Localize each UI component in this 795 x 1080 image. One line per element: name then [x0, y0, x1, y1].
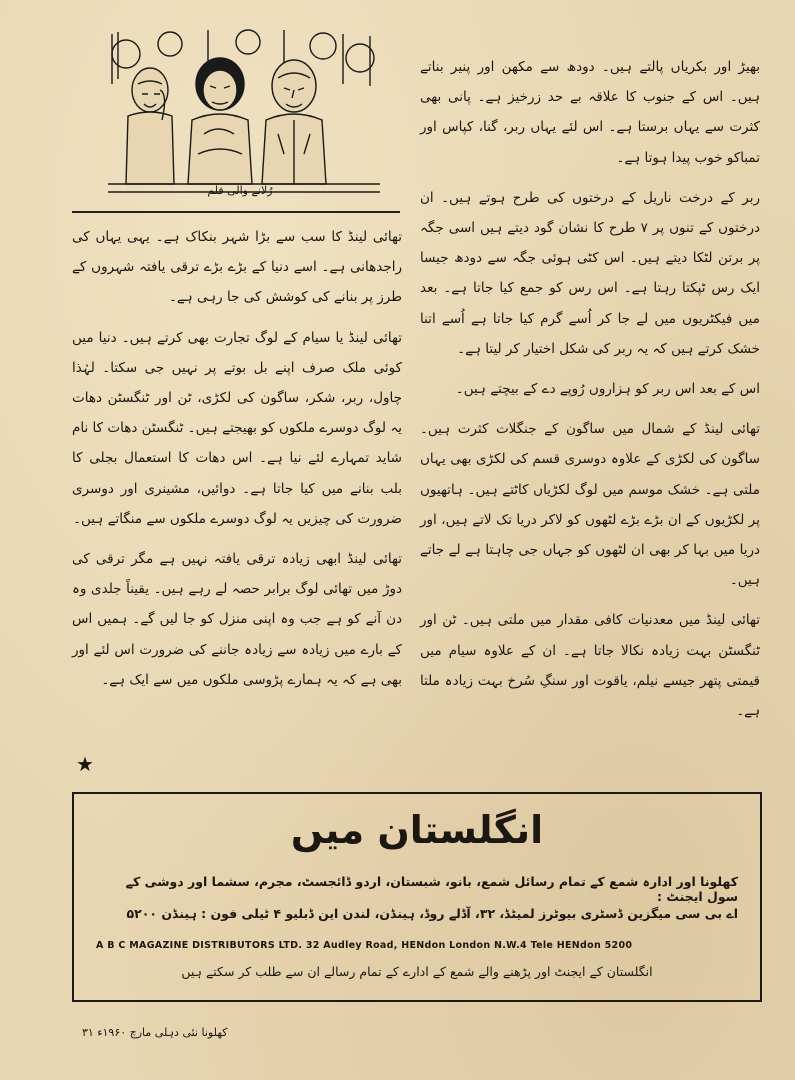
advertisement-box [72, 792, 762, 1002]
paragraph: تھائی لینڈ ابھی زیادہ ترقی یافتہ نہیں ہے مگر ترقی کی دوڑ میں تھائی لوگ برابر حصہ لے رہے ہیں۔ یقیناً جلدی وہ دن آنے کو ہے جب وہ اپنی منزل کو جا لیں گے۔ ہمیں اس کے بارے میں زیادہ سے زیادہ جاننے کی ضرورت اس لئے اور بھی ہے کہ یہ ہمارے پڑوسی ملکوں میں سے ایک ہے۔ [72, 551, 402, 688]
page-footer: کھلونا نئی دہلی مارچ ۱۹۶۰ء ۳۱ [82, 1026, 228, 1039]
left-column [72, 222, 402, 705]
illustration-caption: رُلانے والی فلم [207, 184, 273, 197]
paragraph: تھائی لینڈ کے شمال میں ساگون کے جنگلات کثرت ہیں۔ ساگون کی لکڑی کے علاوہ دوسری قسم کی لکڑی بھی یہاں ملتی ہے۔ خشک موسم میں لوگ لکڑیاں کاٹتے ہیں۔ ہاتھیوں پر لکڑیوں کے ان بڑے بڑے لٹھوں کو لاکر دریا تک لاتے ہیں، اور دریا میں بہا کر بھی ان لٹھوں کو جہاں جی چاہتا ہے لے جاتے ہیں۔ [420, 421, 760, 589]
ad-address-urdu: اے بی سی میگزین ڈسٹری بیوٹرز لمیٹڈ، ۳۲، آڈلے روڈ، ہینڈن، لندن این ڈبلیو ۴ ٹیلی فون : ہینڈن ۵۲۰۰ [126, 906, 738, 921]
paragraph: ربر کے درخت ناریل کے درختوں کی طرح ہوتے ہیں۔ ان درختوں کے تنوں پر ۷ طرح کا نشان گود دیتے ہیں اسی جگہ پر برتن لٹکا دیتے ہیں۔ اس کٹی ہوئی جگہ سے دودھ جیسا ایک رس ٹپکتا رہتا ہے۔ اس رس کو جمع کیا جاتا ہے۔ بعد میں فیکٹریوں میں لے جا کر اُسے گرم کیا جاتا ہے اُسے اتنا خشک کرتے ہیں کہ یہ ربر کی شکل اختیار کر لیتا ہے۔ [420, 189, 761, 357]
ad-title: انگلستان میں [290, 808, 544, 852]
paragraph: تھائی لینڈ یا سیام کے لوگ تجارت بھی کرتے ہیں۔ دنیا میں کوئی ملک صرف اپنے بل بوتے پر نہیں جی سکتا۔ لہٰذا چاول، ربر، شکر، ساگون کی لکڑی، ٹن اور ٹنگسٹن دھات یہ لوگ دوسرے ملکوں کو بھیجتے ہیں۔ ٹنگسٹن دھات کا نام شاید تمہارے لئے نیا ہے۔ اس دھات کا استعمال بجلی کا بلب بنانے میں کیا جاتا ہے۔ دوائیں، مشینری اور دوسری ضرورت کی چیزیں یہ لوگ دوسرے ملکوں سے منگاتے ہیں۔ [72, 329, 402, 527]
star-icon: ★ [76, 752, 94, 776]
ad-note: انگلستان کے ایجنٹ اور پڑھنے والے شمع کے ادارے کے تمام رسالے ان سے طلب کر سکتے ہیں [181, 964, 653, 979]
paragraph: اس کے بعد اس ربر کو ہزاروں رُوپے دے کے بیچتے ہیں۔ [455, 381, 760, 398]
paragraph: تھائی لینڈ میں معدنیات کافی مقدار میں ملتی ہیں۔ ٹن اور ٹنگسٹن بہت زیادہ نکالا جاتا ہے۔ ان کے علاوہ سیام میں قیمتی پتھر جیسے نیلم، یاقوت اور سنگِ سُرخ بہت زیادہ ملتا ہے۔ [420, 612, 760, 720]
ad-address-english: A B C MAGAZINE DISTRIBUTORS LTD. 32 Audley Road, HENdon London N.W.4 Tele HENdon 5200 [96, 940, 633, 951]
right-column [420, 52, 760, 736]
column-divider [72, 211, 400, 213]
cartoon-illustration [108, 24, 380, 202]
paragraph: بھیڑ اور بکریاں پالتے ہیں۔ دودھ سے مکھن اور پنیر بناتے ہیں۔ اس کے جنوب کا علاقہ بے حد زرخیز ہے۔ پانی بھی کثرت سے یہاں برستا ہے۔ اس لئے یہاں ربر، گنا، کپاس اور تمباکو خوب پیدا ہوتا ہے۔ [420, 59, 760, 166]
paragraph: تھائی لینڈ کا سب سے بڑا شہر بنکاک ہے۔ یہی یہاں کی راجدھانی ہے۔ اسے دنیا کے بڑے بڑے ترقی یافتہ شہروں کے طرز پر بنانے کی کوشش کی جا رہی ہے۔ [72, 229, 402, 306]
ad-agents-line: کھلونا اور ادارہ شمع کے تمام رسائل شمع، بانو، شبستان، اردو ڈائجسٹ، مجرم، سشما اور دوشی کے سول ایجنٹ : [125, 874, 738, 904]
